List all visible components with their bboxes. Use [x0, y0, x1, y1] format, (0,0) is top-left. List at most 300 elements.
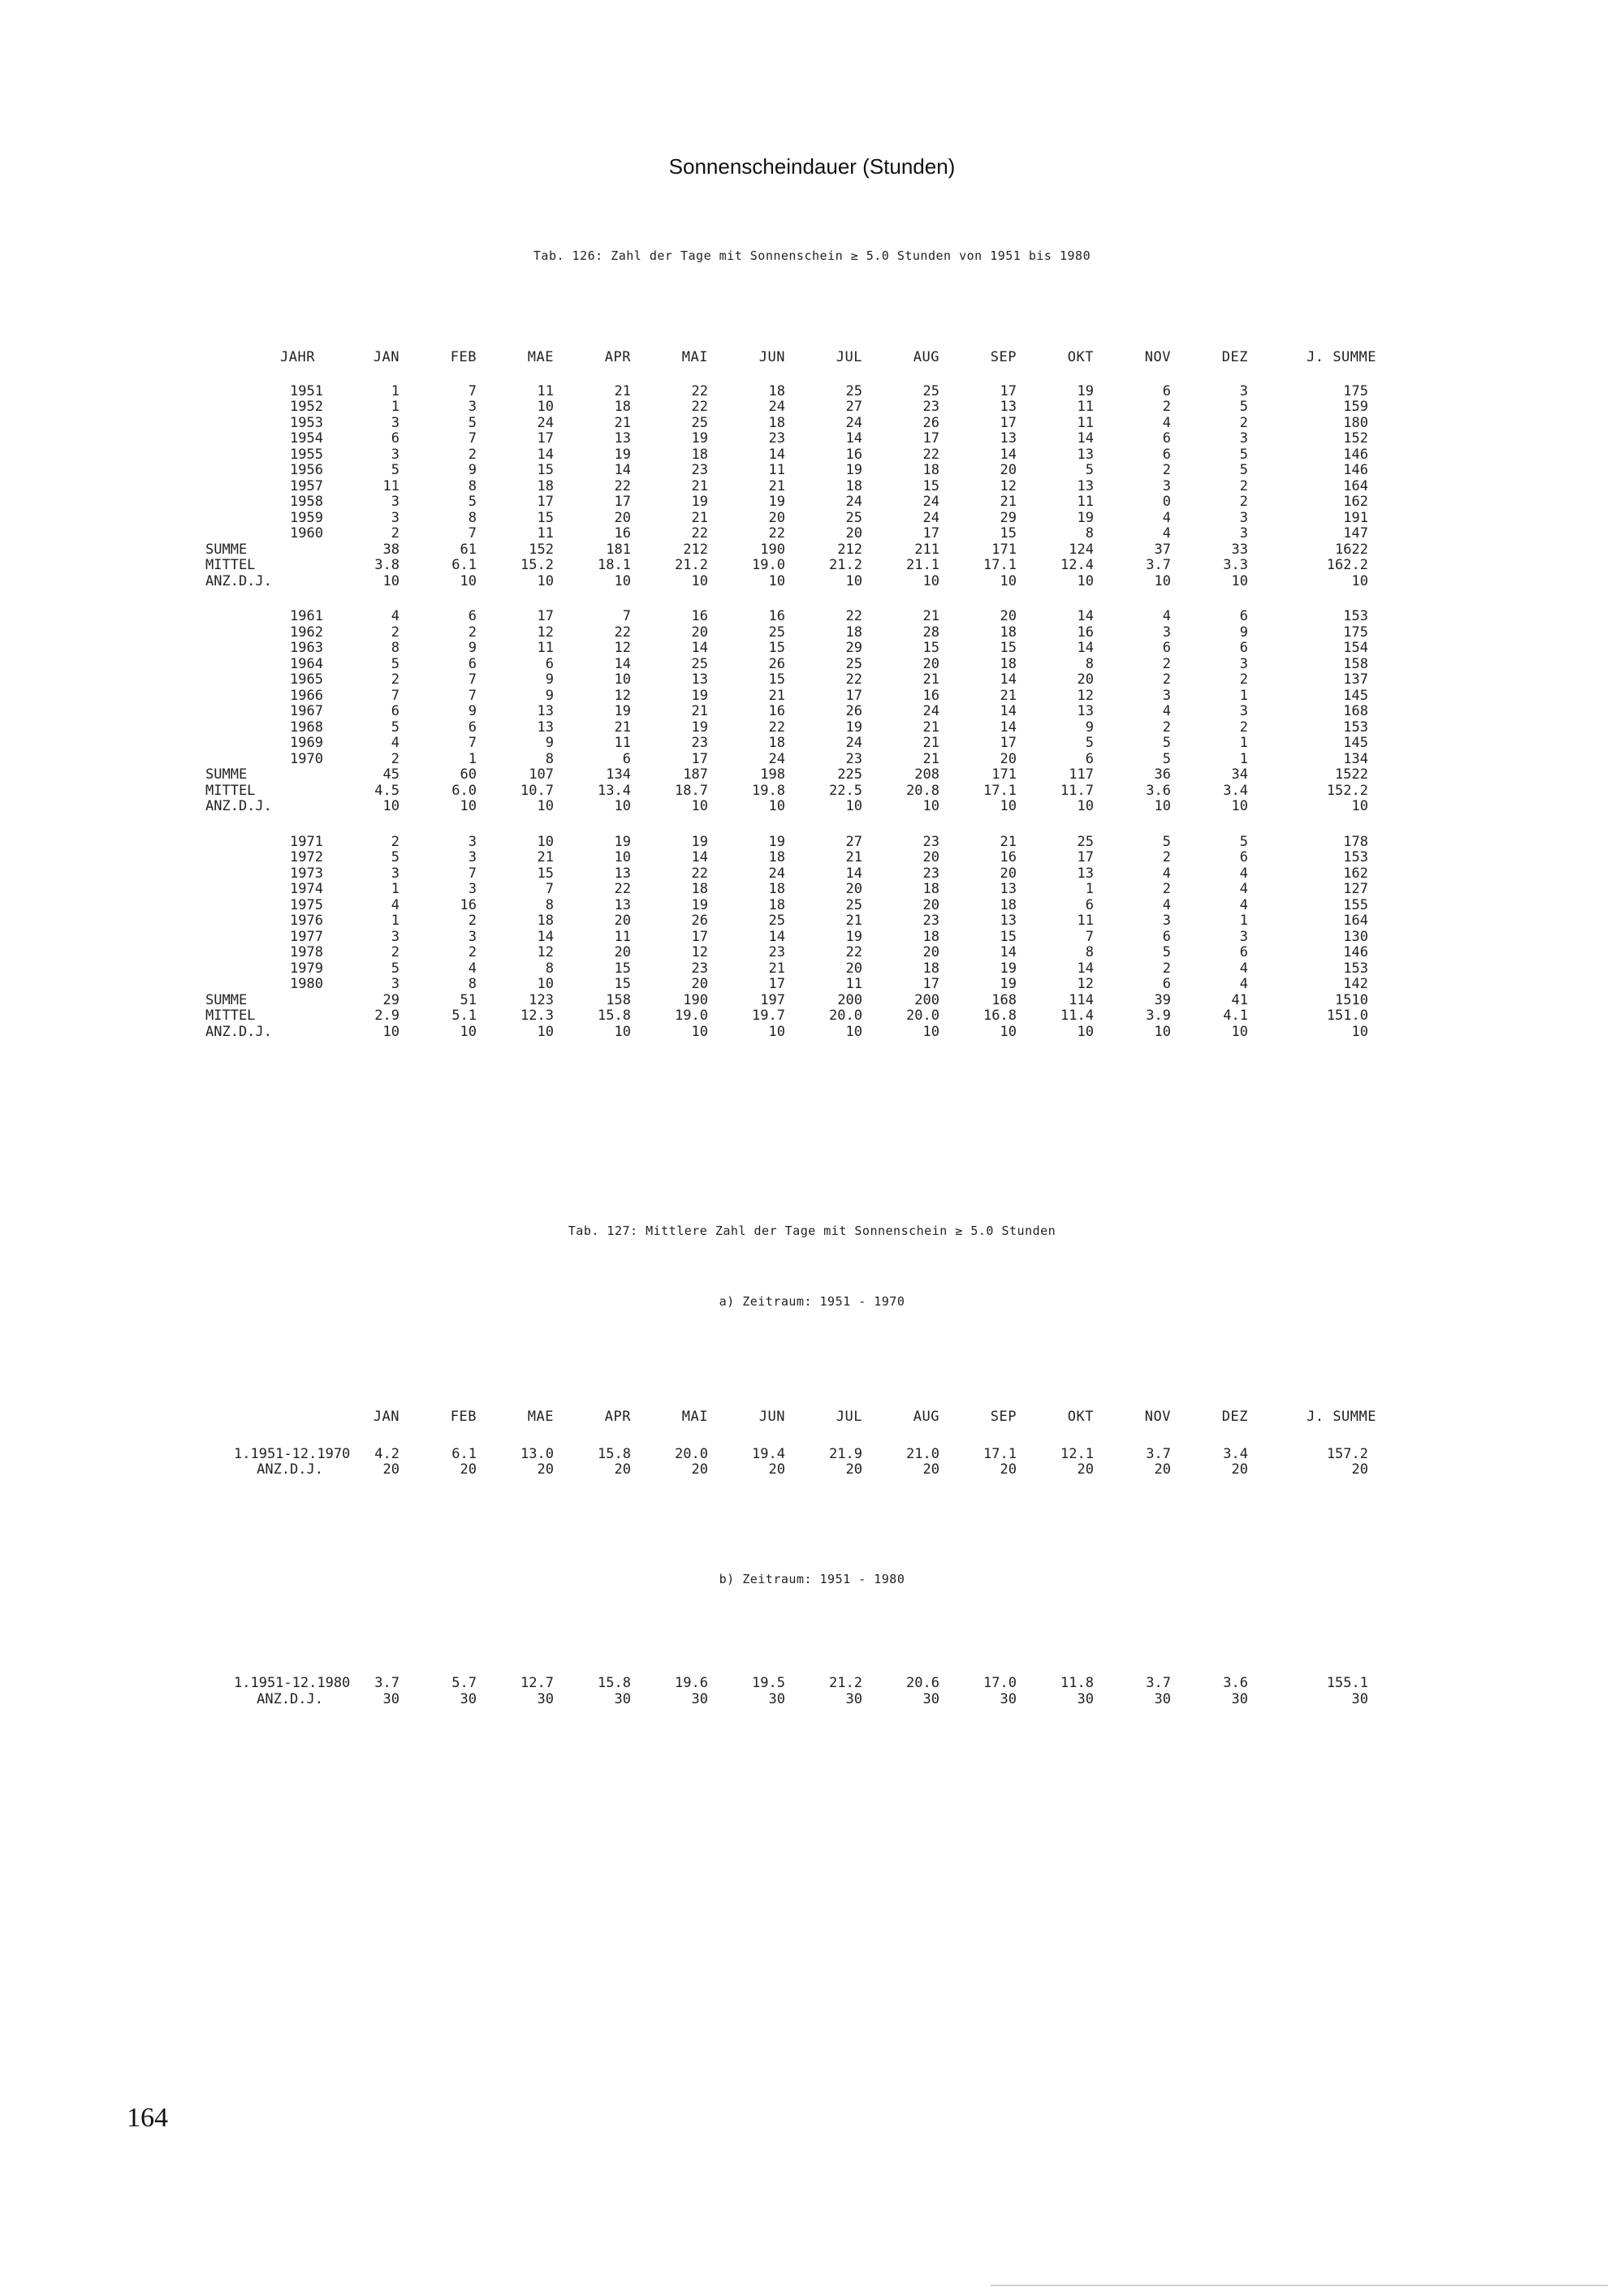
row-label: SUMME: [205, 541, 248, 558]
column-header: OKT: [1067, 1409, 1094, 1425]
value-cell: 15: [614, 960, 631, 977]
value-cell: 26: [922, 414, 939, 431]
value-cell: 20.8: [906, 782, 939, 799]
value-cell: 16.8: [983, 1008, 1017, 1024]
value-cell: 11: [1077, 399, 1094, 415]
value-cell: 13: [1077, 477, 1094, 494]
value-cell: 20: [922, 1461, 939, 1478]
value-cell: 6: [391, 703, 400, 719]
value-cell: 146: [1343, 462, 1368, 478]
value-cell: 22: [691, 865, 708, 882]
value-cell: 3: [468, 849, 477, 865]
table-127a: [0, 1409, 1624, 1478]
value-cell: 33: [1231, 541, 1248, 558]
value-cell: 30: [614, 1690, 631, 1707]
value-cell: 5: [391, 655, 400, 672]
table-row: [0, 656, 1624, 672]
table-header-row: [0, 349, 1624, 365]
value-cell: 13: [1077, 446, 1094, 463]
value-cell: 18: [768, 849, 785, 865]
column-header: MAE: [527, 1409, 554, 1425]
value-cell: 17: [1000, 735, 1017, 751]
value-cell: 19.5: [752, 1675, 785, 1691]
column-header: JUN: [758, 349, 785, 365]
year-cell: 1977: [290, 928, 323, 945]
value-cell: 3: [391, 865, 400, 882]
value-cell: 20: [1231, 1461, 1248, 1478]
value-cell: 153: [1343, 849, 1368, 865]
value-cell: 2: [468, 624, 477, 641]
value-cell: 8: [1085, 525, 1094, 542]
value-cell: 23: [768, 430, 785, 447]
value-cell: 10: [691, 572, 708, 589]
block-spacer: [0, 589, 1624, 608]
value-cell: 157.2: [1326, 1445, 1368, 1462]
value-cell: 25: [845, 655, 862, 672]
value-cell: 20.0: [906, 1008, 939, 1024]
value-cell: 18: [922, 881, 939, 897]
value-cell: 8: [545, 750, 554, 767]
column-header: OKT: [1067, 349, 1094, 365]
value-cell: 21: [768, 960, 785, 977]
value-cell: 153: [1343, 719, 1368, 736]
value-cell: 13.4: [598, 782, 631, 799]
value-cell: 20: [1000, 608, 1017, 624]
value-cell: 171: [991, 541, 1017, 558]
value-cell: 16: [922, 687, 939, 704]
value-cell: 21: [614, 382, 631, 399]
value-cell: 10: [1154, 572, 1171, 589]
value-cell: 8: [391, 640, 400, 656]
value-cell: 145: [1343, 735, 1368, 751]
value-cell: 2: [1162, 671, 1171, 688]
value-cell: 13: [1077, 865, 1094, 882]
value-cell: 12.3: [520, 1008, 554, 1024]
value-cell: 20: [1000, 750, 1017, 767]
value-cell: 14: [1077, 960, 1094, 977]
value-cell: 20: [845, 1461, 862, 1478]
value-cell: 19: [691, 494, 708, 510]
value-cell: 3: [1162, 687, 1171, 704]
value-cell: 198: [760, 766, 785, 783]
value-cell: 18: [922, 960, 939, 977]
value-cell: 10: [1231, 798, 1248, 814]
value-cell: 2: [1162, 655, 1171, 672]
value-cell: 20: [922, 655, 939, 672]
value-cell: 19: [691, 896, 708, 913]
value-cell: 20: [1154, 1461, 1171, 1478]
value-cell: 8: [468, 976, 477, 992]
table-row: [0, 608, 1624, 624]
page-title: Sonnenscheindauer (Stunden): [668, 154, 956, 179]
value-cell: 13.0: [520, 1445, 554, 1462]
value-cell: 19: [1000, 976, 1017, 992]
value-cell: 3: [391, 494, 400, 510]
anz-row: [0, 1691, 1624, 1707]
value-cell: 10: [768, 798, 785, 814]
value-cell: 19: [768, 494, 785, 510]
year-cell: 1955: [290, 446, 323, 463]
table-row: [0, 399, 1624, 415]
value-cell: 21: [922, 735, 939, 751]
value-cell: 197: [760, 991, 785, 1008]
value-cell: 12.7: [520, 1675, 554, 1691]
value-cell: 10: [614, 671, 631, 688]
value-cell: 22: [691, 525, 708, 542]
value-cell: 18: [1000, 896, 1017, 913]
value-cell: 2: [1162, 462, 1171, 478]
value-cell: 1: [391, 881, 400, 897]
value-cell: 180: [1343, 414, 1368, 431]
value-cell: 17: [537, 608, 554, 624]
table-127b: [0, 1675, 1624, 1707]
period-row: [0, 1675, 1624, 1691]
value-cell: 1: [1239, 687, 1248, 704]
year-cell: 1958: [290, 494, 323, 510]
value-cell: 212: [683, 541, 708, 558]
value-cell: 6: [1085, 750, 1094, 767]
value-cell: 15: [922, 477, 939, 494]
value-cell: 22: [845, 671, 862, 688]
value-cell: 6: [1239, 944, 1248, 960]
value-cell: 19: [614, 833, 631, 850]
value-cell: 7: [468, 430, 477, 447]
value-cell: 3: [1239, 509, 1248, 526]
value-cell: 3: [391, 509, 400, 526]
value-cell: 117: [1069, 766, 1094, 783]
value-cell: 17: [691, 750, 708, 767]
value-cell: 39: [1154, 991, 1171, 1008]
value-cell: 21: [614, 414, 631, 431]
value-cell: 200: [914, 991, 939, 1008]
value-cell: 17.1: [983, 782, 1017, 799]
table-row: [0, 624, 1624, 641]
value-cell: 1: [1239, 735, 1248, 751]
value-cell: 2: [1239, 671, 1248, 688]
value-cell: 25: [845, 382, 862, 399]
value-cell: 15: [922, 640, 939, 656]
year-cell: 1973: [290, 865, 323, 882]
value-cell: 200: [837, 991, 862, 1008]
table-row: [0, 383, 1624, 399]
value-cell: 19: [1077, 382, 1094, 399]
value-cell: 5: [391, 960, 400, 977]
value-cell: 15: [537, 509, 554, 526]
value-cell: 14: [1000, 719, 1017, 736]
value-cell: 2: [391, 671, 400, 688]
value-cell: 153: [1343, 608, 1368, 624]
summary-row-summe: [0, 766, 1624, 783]
value-cell: 5: [1162, 833, 1171, 850]
value-cell: 212: [837, 541, 862, 558]
value-cell: 1: [391, 913, 400, 929]
value-cell: 11.8: [1060, 1675, 1094, 1691]
row-label: ANZ.D.J.: [205, 798, 272, 814]
value-cell: 18: [1000, 624, 1017, 641]
value-cell: 3: [1239, 525, 1248, 542]
value-cell: 5: [1085, 462, 1094, 478]
value-cell: 13: [1000, 399, 1017, 415]
value-cell: 3.3: [1223, 557, 1248, 573]
value-cell: 178: [1343, 833, 1368, 850]
value-cell: 10: [1351, 1023, 1368, 1040]
year-cell: 1965: [290, 671, 323, 688]
value-cell: 10: [691, 798, 708, 814]
value-cell: 168: [991, 991, 1017, 1008]
value-cell: 2: [391, 624, 400, 641]
value-cell: 17.1: [983, 1445, 1017, 1462]
value-cell: 3.6: [1146, 782, 1171, 799]
value-cell: 15: [1000, 525, 1017, 542]
value-cell: 18: [1000, 655, 1017, 672]
column-header: AUG: [913, 349, 939, 365]
value-cell: 19: [614, 703, 631, 719]
value-cell: 29: [1000, 509, 1017, 526]
value-cell: 18: [537, 477, 554, 494]
value-cell: 4: [391, 608, 400, 624]
value-cell: 5: [1085, 735, 1094, 751]
value-cell: 6: [1162, 928, 1171, 945]
value-cell: 19: [691, 833, 708, 850]
value-cell: 14: [1077, 430, 1094, 447]
value-cell: 11.7: [1060, 782, 1094, 799]
value-cell: 11.4: [1060, 1008, 1094, 1024]
value-cell: 3.6: [1223, 1675, 1248, 1691]
value-cell: 14: [768, 928, 785, 945]
value-cell: 23: [922, 865, 939, 882]
value-cell: 20: [614, 1461, 631, 1478]
value-cell: 19.8: [752, 782, 785, 799]
value-cell: 2: [1162, 849, 1171, 865]
value-cell: 154: [1343, 640, 1368, 656]
value-cell: 29: [845, 640, 862, 656]
value-cell: 2: [1162, 719, 1171, 736]
table-row: [0, 462, 1624, 478]
value-cell: 9: [545, 687, 554, 704]
value-cell: 123: [529, 991, 554, 1008]
value-cell: 10: [1351, 798, 1368, 814]
year-cell: 1959: [290, 509, 323, 526]
value-cell: 17: [1077, 849, 1094, 865]
value-cell: 10: [460, 572, 477, 589]
value-cell: 17: [922, 525, 939, 542]
value-cell: 18: [691, 881, 708, 897]
value-cell: 5: [1162, 944, 1171, 960]
column-header: DEZ: [1221, 349, 1248, 365]
value-cell: 1522: [1335, 766, 1368, 783]
value-cell: 21.2: [829, 1675, 862, 1691]
value-cell: 22: [614, 624, 631, 641]
value-cell: 10: [537, 1023, 554, 1040]
value-cell: 158: [606, 991, 631, 1008]
value-cell: 152: [529, 541, 554, 558]
row-label: ANZ.D.J.: [257, 1461, 323, 1478]
value-cell: 3: [1239, 382, 1248, 399]
value-cell: 19.4: [752, 1445, 785, 1462]
value-cell: 11: [614, 928, 631, 945]
value-cell: 26: [768, 655, 785, 672]
value-cell: 15.2: [520, 557, 554, 573]
value-cell: 8: [1085, 655, 1094, 672]
value-cell: 38: [382, 541, 400, 558]
value-cell: 10: [537, 833, 554, 850]
value-cell: 22: [614, 477, 631, 494]
value-cell: 23: [691, 462, 708, 478]
value-cell: 21: [691, 509, 708, 526]
value-cell: 11: [1077, 913, 1094, 929]
table-row: [0, 751, 1624, 767]
value-cell: 12: [614, 640, 631, 656]
value-cell: 155: [1343, 896, 1368, 913]
value-cell: 10: [1154, 798, 1171, 814]
value-cell: 21: [614, 719, 631, 736]
value-cell: 20: [1000, 865, 1017, 882]
value-cell: 17: [1000, 414, 1017, 431]
column-header: NOV: [1144, 1409, 1171, 1425]
value-cell: 2: [1239, 494, 1248, 510]
value-cell: 3.4: [1223, 782, 1248, 799]
value-cell: 19: [691, 687, 708, 704]
value-cell: 26: [845, 703, 862, 719]
value-cell: 14: [1077, 608, 1094, 624]
value-cell: 20: [845, 881, 862, 897]
value-cell: 7: [622, 608, 631, 624]
column-header: NOV: [1144, 349, 1171, 365]
value-cell: 15.8: [598, 1675, 631, 1691]
row-label: MITTEL: [205, 1008, 256, 1024]
value-cell: 18: [614, 399, 631, 415]
value-cell: 3: [468, 928, 477, 945]
value-cell: 3: [1239, 928, 1248, 945]
value-cell: 8: [468, 509, 477, 526]
value-cell: 12: [691, 944, 708, 960]
value-cell: 30: [1077, 1690, 1094, 1707]
table-row: [0, 415, 1624, 431]
year-cell: 1954: [290, 430, 323, 447]
value-cell: 18: [768, 414, 785, 431]
value-cell: 20: [1000, 1461, 1017, 1478]
value-cell: 26: [691, 913, 708, 929]
table-row: [0, 865, 1624, 882]
value-cell: 146: [1343, 944, 1368, 960]
value-cell: 6: [1162, 640, 1171, 656]
value-cell: 16: [1000, 849, 1017, 865]
value-cell: 1: [391, 399, 400, 415]
value-cell: 19: [845, 719, 862, 736]
value-cell: 6: [1239, 849, 1248, 865]
value-cell: 6.0: [451, 782, 477, 799]
value-cell: 21.2: [675, 557, 708, 573]
value-cell: 6: [622, 750, 631, 767]
value-cell: 18: [922, 928, 939, 945]
value-cell: 147: [1343, 525, 1368, 542]
value-cell: 19: [614, 446, 631, 463]
value-cell: 17: [691, 928, 708, 945]
value-cell: 15.8: [598, 1445, 631, 1462]
value-cell: 10: [922, 1023, 939, 1040]
value-cell: 24: [922, 509, 939, 526]
value-cell: 21.1: [906, 557, 939, 573]
value-cell: 30: [922, 1690, 939, 1707]
year-cell: 1974: [290, 881, 323, 897]
value-cell: 20.0: [829, 1008, 862, 1024]
row-label: ANZ.D.J.: [205, 572, 272, 589]
year-cell: 1962: [290, 624, 323, 641]
year-cell: 1963: [290, 640, 323, 656]
value-cell: 6: [1162, 430, 1171, 447]
value-cell: 152: [1343, 430, 1368, 447]
value-cell: 11: [1077, 494, 1094, 510]
value-cell: 8: [545, 896, 554, 913]
table-row: [0, 494, 1624, 510]
value-cell: 10: [1077, 572, 1094, 589]
value-cell: 12: [1000, 477, 1017, 494]
value-cell: 9: [1239, 624, 1248, 641]
period-label: 1.1951-12.1970: [234, 1445, 351, 1462]
value-cell: 3.7: [1146, 1445, 1171, 1462]
year-cell: 1952: [290, 399, 323, 415]
value-cell: 13: [1000, 913, 1017, 929]
value-cell: 155.1: [1326, 1675, 1368, 1691]
value-cell: 22: [614, 881, 631, 897]
value-cell: 20: [922, 849, 939, 865]
value-cell: 20: [1000, 462, 1017, 478]
value-cell: 190: [760, 541, 785, 558]
column-header: JUL: [836, 1409, 862, 1425]
value-cell: 4: [391, 896, 400, 913]
value-cell: 14: [614, 462, 631, 478]
value-cell: 21: [1000, 833, 1017, 850]
value-cell: 16: [691, 608, 708, 624]
year-cell: 1961: [290, 608, 323, 624]
value-cell: 19: [691, 430, 708, 447]
year-cell: 1964: [290, 655, 323, 672]
column-header: JAHR: [280, 349, 315, 365]
column-header: MAE: [527, 349, 554, 365]
value-cell: 30: [768, 1690, 785, 1707]
value-cell: 19.6: [675, 1675, 708, 1691]
value-cell: 20: [691, 624, 708, 641]
value-cell: 4: [1162, 865, 1171, 882]
value-cell: 13: [1000, 881, 1017, 897]
summary-row-anz: [0, 1024, 1624, 1040]
year-cell: 1978: [290, 944, 323, 960]
value-cell: 4.1: [1223, 1008, 1248, 1024]
value-cell: 1: [1239, 913, 1248, 929]
value-cell: 153: [1343, 960, 1368, 977]
value-cell: 19.7: [752, 1008, 785, 1024]
value-cell: 187: [683, 766, 708, 783]
value-cell: 24: [845, 494, 862, 510]
summary-row-mittel: [0, 557, 1624, 573]
value-cell: 21: [1000, 494, 1017, 510]
value-cell: 60: [460, 766, 477, 783]
value-cell: 3: [468, 399, 477, 415]
value-cell: 14: [691, 640, 708, 656]
value-cell: 8: [545, 960, 554, 977]
value-cell: 21: [922, 608, 939, 624]
value-cell: 3.9: [1146, 1008, 1171, 1024]
table-row: [0, 447, 1624, 463]
value-cell: 3: [1239, 655, 1248, 672]
value-cell: 22: [691, 382, 708, 399]
value-cell: 23: [922, 399, 939, 415]
value-cell: 162.2: [1326, 557, 1368, 573]
value-cell: 4: [1162, 509, 1171, 526]
value-cell: 4: [1239, 960, 1248, 977]
value-cell: 10: [768, 572, 785, 589]
value-cell: 6: [1162, 446, 1171, 463]
